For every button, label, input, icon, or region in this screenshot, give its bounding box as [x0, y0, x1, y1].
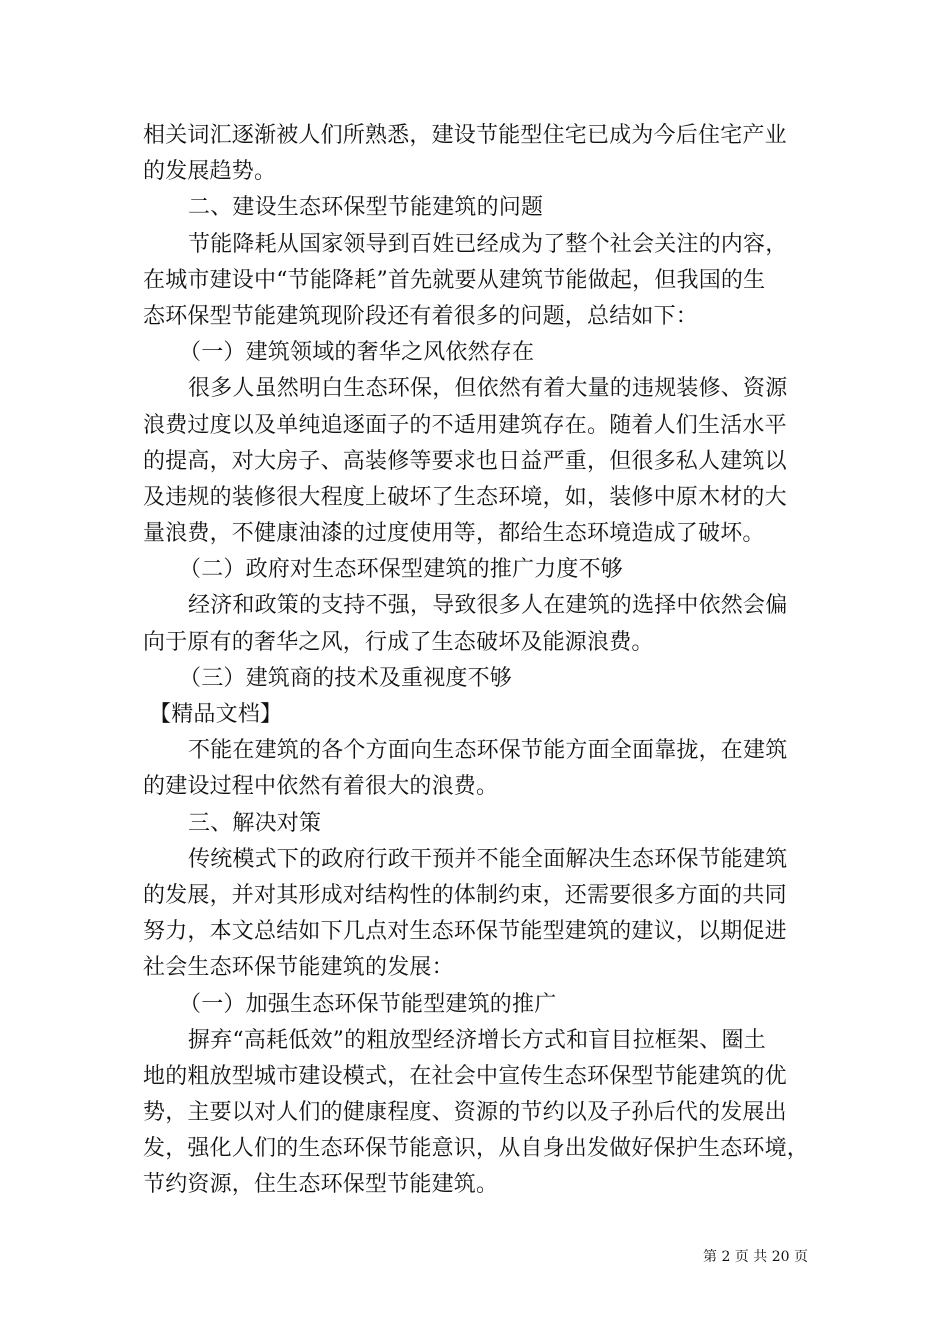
page-number: 第 2 页 共 20 页 [703, 1249, 808, 1265]
text-line: 的建设过程中依然有着很大的浪费。 [143, 774, 499, 800]
text-line: 的提高，对大房子、高装修等要求也日益严重，但很多私人建筑以 [143, 448, 787, 474]
heading-text: （三）建筑商的技术及重视度不够 [179, 665, 513, 691]
document-body [143, 118, 809, 1204]
text-line: 的发展趋势。 [143, 159, 277, 185]
text-line: 向于原有的奢华之风，行成了生态破坏及能源浪费。 [143, 629, 654, 655]
heading-text: （二）政府对生态环保型建筑的推广力度不够 [179, 557, 624, 583]
heading-text: 三、解决对策 [188, 810, 322, 836]
text-line: 地的粗放型城市建设模式，在社会中宣传生态环保型节能建筑的优 [143, 1063, 787, 1089]
text-line: 节能降耗从国家领导到百姓已经成为了整个社会关注的内容， [188, 231, 788, 257]
text-line: 很多人虽然明白生态环保，但依然有着大量的违规装修、资源 [188, 376, 788, 402]
text-line: 在城市建设中“节能降耗”首先就要从建筑节能做起，但我国的生 [143, 267, 766, 293]
text-line: 发，强化人们的生态环保节能意识，从自身出发做好保护生态环境， [143, 1136, 810, 1162]
text-line: 浪费过度以及单纯追逐面子的不适用建筑存在。随着人们生活水平 [143, 412, 787, 438]
watermark-label [143, 697, 809, 733]
heading-text: （一）加强生态环保节能型建筑的推广 [179, 991, 557, 1017]
heading-text: （一）建筑领域的奢华之风依然存在 [179, 340, 535, 366]
section-heading [143, 806, 809, 842]
text-line: 相关词汇逐渐被人们所熟悉，建设节能型住宅已成为今后住宅产业 [143, 123, 787, 148]
text-line: 努力，本文总结如下几点对生态环保节能型建筑的建议，以期促进 [143, 919, 787, 945]
text-line: 及违规的装修很大程度上破坏了生态环境，如，装修中原木材的大 [143, 484, 787, 510]
subsection-heading [143, 335, 809, 371]
text-line: 不能在建筑的各个方面向生态环保节能方面全面靠拢，在建筑 [188, 738, 788, 764]
heading-text: 二、建设生态环保型节能建筑的问题 [188, 195, 544, 221]
subsection-heading [143, 552, 809, 588]
subsection-heading [143, 987, 809, 1023]
text-line: 量浪费，不健康油漆的过度使用等，都给生态环境造成了破坏。 [143, 521, 765, 547]
text-line: 的发展，并对其形成对结构性的体制约束，还需要很多方面的共同 [143, 882, 787, 908]
paragraph [143, 1023, 809, 1204]
paragraph [143, 588, 809, 660]
text-line: 势，主要以对人们的健康程度、资源的节约以及子孙后代的发展出 [143, 1100, 787, 1126]
paragraph [143, 733, 809, 805]
paragraph [143, 371, 809, 552]
watermark-text: 【精品文档】 [149, 702, 283, 727]
paragraph [143, 842, 809, 987]
text-line: 传统模式下的政府行政干预并不能全面解决生态环保节能建筑 [188, 846, 788, 872]
text-line: 摒弃“高耗低效”的粗放型经济增长方式和盲目拉框架、圈土 [188, 1027, 766, 1053]
text-line: 节约资源，住生态环保型节能建筑。 [143, 1172, 499, 1198]
subsection-heading [143, 661, 809, 697]
text-line: 社会生态环保节能建筑的发展： [143, 955, 454, 981]
section-heading [143, 190, 809, 226]
paragraph [143, 227, 809, 336]
paragraph [143, 118, 809, 190]
text-line: 经济和政策的支持不强，导致很多人在建筑的选择中依然会偏 [188, 593, 788, 619]
text-line: 态环保型节能建筑现阶段还有着很多的问题，总结如下： [143, 303, 699, 329]
